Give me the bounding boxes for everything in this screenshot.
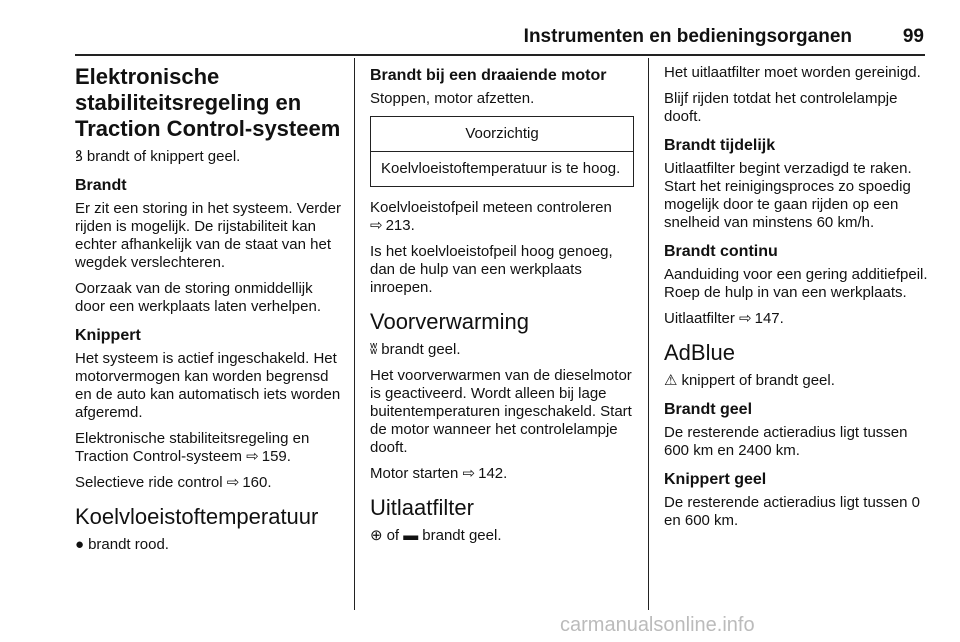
filter-ref-para xyxy=(664,310,928,328)
ride-control-ref-link[interactable]: 160. xyxy=(242,474,272,491)
motor-start-text: Motor starten xyxy=(370,465,459,482)
koel-icon-line xyxy=(75,536,343,554)
coolant-check-para xyxy=(370,199,634,235)
filter-icon-text: brandt geel. xyxy=(422,527,502,544)
filter-icon-line xyxy=(370,527,634,545)
esc-para-2: Oorzaak van de storing onmiddellijk door een werkplaats laten verhelpen. xyxy=(75,280,321,315)
adblue-warning-icon: ⚠ xyxy=(664,372,678,389)
adblue-icon-line xyxy=(664,372,928,390)
voorverwarming-heading: Voorverwarming xyxy=(370,309,529,334)
brandt-continu-heading: Brandt continu xyxy=(664,243,778,260)
range-para-2: De resterende actieradius ligt tussen 0 en 600 km. xyxy=(664,494,920,529)
coolant-level-para: Is het koelvloeistofpeil hoog genoeg, dan de hulp van een werkplaats inroepen. xyxy=(370,243,613,296)
filter-or-text: of xyxy=(386,527,400,544)
page-title: Instrumenten en bedieningsorganen xyxy=(523,26,852,47)
preheat-icon-line xyxy=(370,341,634,359)
page-ref-arrow-icon: ⇨ xyxy=(739,310,752,327)
filter-drive-para: Blijf rijden totdat het controlelampje dooft. xyxy=(664,90,898,125)
adblue-heading: AdBlue xyxy=(664,340,735,365)
brandt-tijdelijk-heading: Brandt tijdelijk xyxy=(664,137,776,154)
caution-title: Voorzichtig xyxy=(371,117,633,152)
motor-start-ref-link[interactable]: 142. xyxy=(478,465,508,482)
koel-icon-text: brandt rood. xyxy=(88,536,169,553)
esc-icon-text: brandt of knippert geel. xyxy=(86,148,241,165)
brandt-geel-heading: Brandt geel xyxy=(664,401,753,418)
brandt-heading: Brandt xyxy=(75,177,127,194)
page-ref-arrow-icon: ⇨ xyxy=(370,217,383,234)
column-2 xyxy=(370,64,634,553)
preheat-icon-text: brandt geel. xyxy=(381,341,461,358)
esc-para-4 xyxy=(75,430,343,466)
watermark: carmanualsonline.info xyxy=(560,614,755,636)
koelvloeistof-heading: Koelvloeistoftemperatuur xyxy=(75,504,319,529)
column-3 xyxy=(664,64,928,538)
preheat-icon: ʬ xyxy=(370,341,378,358)
esc-para-3: Het systeem is actief ingeschakeld. Het motorvermogen kan worden begrensd en de auto kan automatisch iets worden afgeremd. xyxy=(75,350,341,421)
filter-clean-para: Het uitlaatfilter moet worden gereinigd. xyxy=(664,64,921,81)
motor-start-para xyxy=(370,465,634,483)
knippert-heading: Knippert xyxy=(75,327,141,344)
page-ref-arrow-icon: ⇨ xyxy=(462,465,476,482)
filter-saturated-para: Uitlaatfilter begint verzadigd te raken. Start het reinigingsproces zo spoedig mogelijk door te gaan rijden op een snelheid van minstens 60 km/h. xyxy=(664,160,912,231)
esc-para-5-text: Selectieve ride control xyxy=(75,474,223,491)
esc-icon-line xyxy=(75,148,343,166)
range-para-1: De resterende actieradius ligt tussen 600 km en 2400 km. xyxy=(664,424,908,459)
page-ref-arrow-icon: ⇨ xyxy=(246,448,259,465)
column-divider-1 xyxy=(354,58,355,610)
coolant-warning-icon: ● xyxy=(75,536,85,553)
draaiende-motor-heading: Brandt bij een draaiende motor xyxy=(370,67,607,84)
esc-heading: Elektronische stabiliteitsregeling en Traction Control-systeem xyxy=(75,64,341,141)
header-rule xyxy=(75,54,925,56)
adblue-icon-text: knippert of brandt geel. xyxy=(681,372,835,389)
stop-para: Stoppen, motor afzetten. xyxy=(370,90,535,107)
page-ref-arrow-icon: ⇨ xyxy=(226,474,240,491)
filter-ref-link[interactable]: 147. xyxy=(754,310,784,327)
caution-box xyxy=(370,116,634,187)
esc-para-1: Er zit een storing in het systeem. Verder rijden is mogelijk. De rijstabiliteit kan echter afhankelijk van de staat van het wegdek verslechteren. xyxy=(75,200,341,271)
preheat-para: Het voorverwarmen van de dieselmotor is geactiveerd. Wordt alleen bij lage buitentemperaturen ingeschakeld. Start de motor wanneer het controlelampje dooft. xyxy=(370,367,632,456)
column-divider-2 xyxy=(648,58,649,610)
exhaust-filter-icon: ⊕ xyxy=(370,527,383,544)
esc-warning-icon: ꝸ xyxy=(75,148,83,165)
filter-ref-text: Uitlaatfilter xyxy=(664,310,735,327)
esc-ref-link[interactable]: 159. xyxy=(261,448,291,465)
coolant-check-text: Koelvloeistofpeil meteen controleren xyxy=(370,199,612,216)
esc-para-4-text: Elektronische stabiliteitsregeling en Traction Control-systeem xyxy=(75,430,310,465)
uitlaatfilter-heading: Uitlaatfilter xyxy=(370,495,474,520)
column-1 xyxy=(75,64,343,562)
exhaust-filter-alt-icon: ▬ xyxy=(403,527,419,544)
knippert-geel-heading: Knippert geel xyxy=(664,471,767,488)
coolant-ref-link[interactable]: 213. xyxy=(385,217,415,234)
caution-body: Koelvloeistoftemperatuur is te hoog. xyxy=(381,160,621,177)
page-header xyxy=(0,26,960,50)
additive-para: Aanduiding voor een gering additiefpeil. Roep de hulp in van een werkplaats. xyxy=(664,266,928,301)
page-number: 99 xyxy=(902,26,924,47)
esc-para-5 xyxy=(75,474,343,492)
